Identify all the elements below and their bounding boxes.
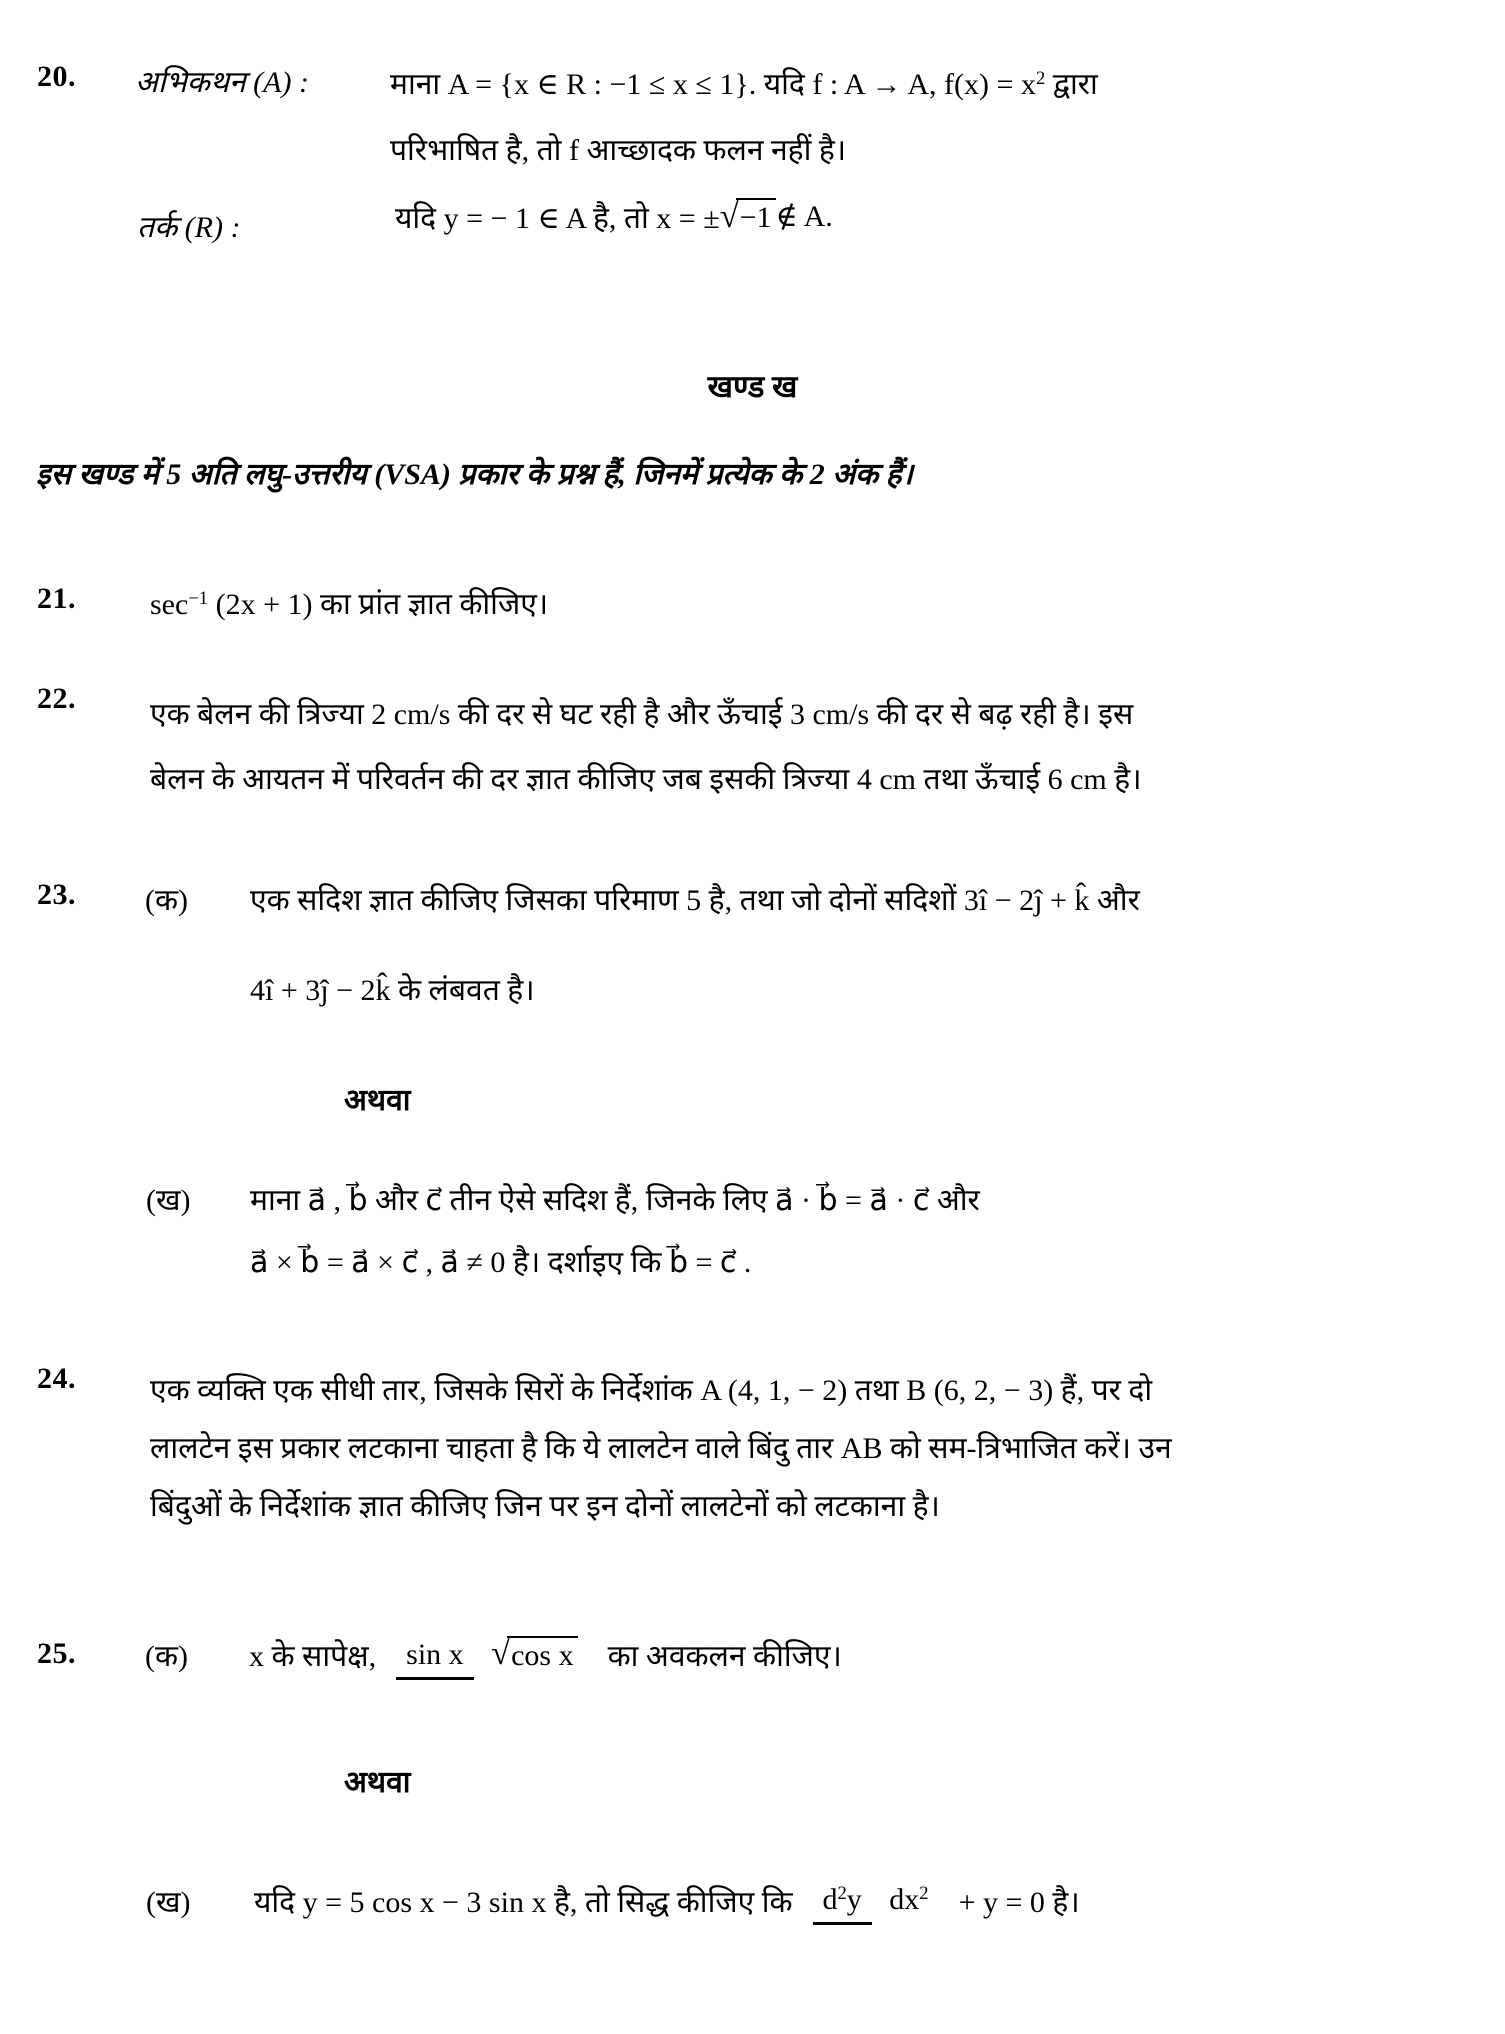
question-23-a-label: (क) (145, 884, 189, 917)
superscript-2: 2 (1035, 67, 1046, 89)
fraction-denominator: $dx^2$ (889, 1882, 929, 1916)
fraction-numerator: $d^2y$ (813, 1881, 872, 1925)
question-21-text: $\sec^{-1} (2x + 1)$ का प्रांत ज्ञात कीजिए। (150, 587, 549, 621)
question-23-a-line-2: 4î + 3ĵ − 2k̂ के लंबवत है। (250, 974, 535, 1007)
superscript-2: 2 (919, 1882, 929, 1904)
question-20-reason-text: यदि y = − 1 ∈ A है, तो x = ± √−1 ∉ A. (395, 196, 833, 235)
question-20-reason-label: तर्क (R) : (137, 211, 241, 244)
question-24-line-2: लालटेन इस प्रकार लटकाना चाहता है कि ये लालटेन वाले बिंदु तार AB को सम-त्रिभाजित करें। उन (150, 1432, 1172, 1465)
question-21-number: 21. (37, 582, 76, 615)
question-24-text (150, 1362, 1172, 1536)
question-25-b-label: (ख) (146, 1885, 191, 1919)
assertion-line-2: परिभाषित है, तो f आच्छादक फलन नहीं है। (390, 134, 847, 167)
square-root: √−1 (720, 199, 776, 235)
assertion-line-1: माना A = {x ∈ R : −1 ≤ x ≤ 1}. यदि f : A → A, $f(x) = x^2$ द्वारा (390, 67, 1098, 101)
question-23-b-line-2: a⃗ × b⃗ = a⃗ × c⃗ , a⃗ ≠ 0 है। दर्शाइए कि b⃗ = c⃗ . (250, 1246, 752, 1279)
question-22-line-1: एक बेलन की त्रिज्या 2 cm/s की दर से घट रही है और ऊँचाई 3 cm/s की दर से बढ़ रही है। इस (150, 698, 1134, 731)
question-24-line-3: बिंदुओं के निर्देशांक ज्ञात कीजिए जिन पर इन दोनों लालटेनों को लटकाना है। (150, 1490, 940, 1523)
radical-sign: √ (491, 1633, 511, 1672)
fraction-denominator (481, 1632, 587, 1671)
section-instruction: इस खण्ड में 5 अति लघु-उत्तरीय (VSA) प्रकार के प्रश्न हैं, जिनमें प्रत्येक के 2 अंक हैं। (36, 458, 913, 491)
question-22-line-2: बेलन के आयतन में परिवर्तन की दर ज्ञात कीजिए जब इसकी त्रिज्या 4 cm तथा ऊँचाई 6 cm है। (150, 763, 1142, 796)
fraction-d2y-over-dx2 (813, 1883, 939, 1917)
question-20-number: 20. (37, 60, 76, 93)
question-23-b-label: (ख) (146, 1184, 191, 1217)
question-20-assertion-label: अभिकथन (A) : (135, 66, 309, 99)
question-23-b-line-1: माना a⃗ , b⃗ और c⃗ तीन ऐसे सदिश हैं, जिनके लिए a⃗ · b⃗ = a⃗ · c⃗ और (250, 1184, 980, 1217)
square-root: √ cos x (491, 1636, 577, 1673)
superscript-2: 2 (837, 1882, 847, 1904)
fraction-numerator: sin x (396, 1636, 474, 1680)
question-23-or-label: अथवा (344, 1084, 411, 1117)
question-25-a-label: (क) (145, 1639, 189, 1673)
question-25-or-label: अथवा (344, 1766, 411, 1799)
question-25-a-post: का अवकलन कीजिए। (607, 1639, 842, 1673)
question-25-number: 25. (37, 1637, 76, 1670)
question-24-number: 24. (37, 1362, 76, 1395)
question-25-b-row (146, 1845, 1080, 1955)
question-24-line-1: एक व्यक्ति एक सीधी तार, जिसके सिरों के निर्देशांक A (4, 1, − 2) तथा B (6, 2, − 3) हैं, पर दो (150, 1374, 1153, 1407)
question-25-b-post: + y = 0 है। (958, 1885, 1080, 1919)
question-20-assertion-text (390, 52, 1098, 184)
section-title: खण्ड ख (707, 369, 798, 404)
question-25-a-pre: x के सापेक्ष, (249, 1639, 377, 1673)
question-22-text (150, 682, 1142, 812)
question-25-b-pre: यदि y = 5 cos x − 3 sin x है, तो सिद्ध कीजिए कि (254, 1885, 793, 1919)
fraction-sinx-over-sqrt-cosx (396, 1633, 587, 1673)
question-23-number: 23. (37, 878, 76, 911)
radical-sign: √ (719, 196, 739, 235)
question-25-a-row (37, 1598, 842, 1710)
superscript-minus-1: −1 (188, 587, 209, 609)
question-23-a-line-1: एक सदिश ज्ञात कीजिए जिसका परिमाण 5 है, तथा जो दोनों सदिशों 3î − 2ĵ + k̂ और (250, 884, 1140, 917)
question-22-number: 22. (37, 682, 76, 715)
